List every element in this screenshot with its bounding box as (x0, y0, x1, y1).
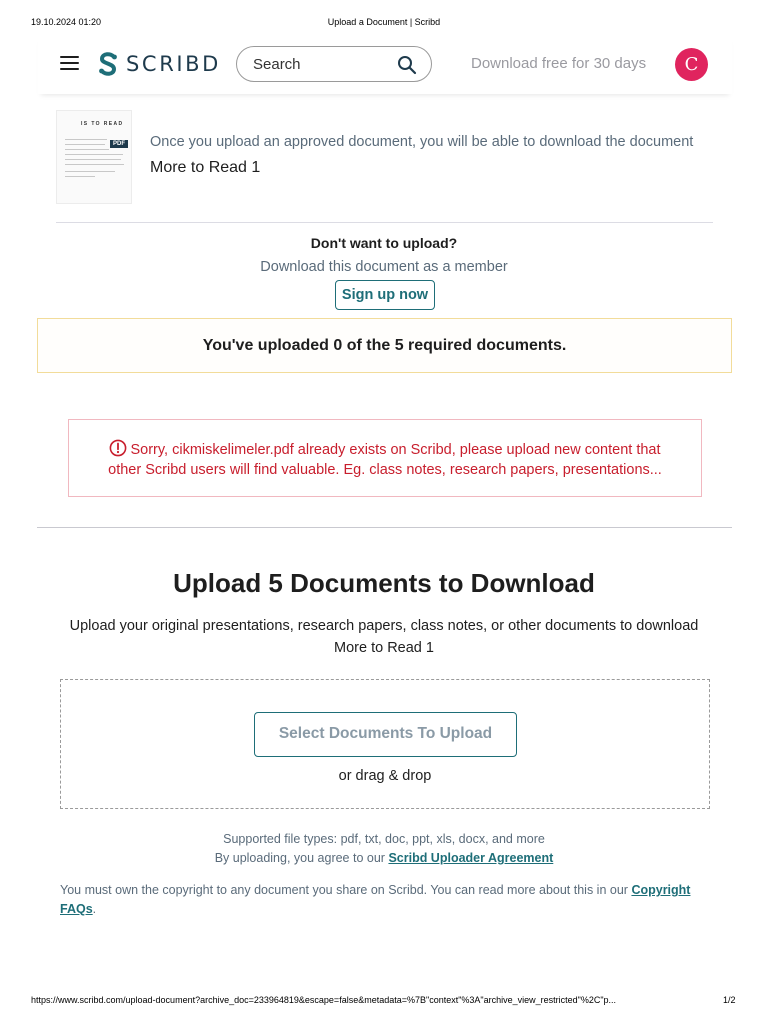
document-thumbnail (56, 110, 132, 204)
copyright-period: . (92, 902, 97, 916)
scribd-logo[interactable] (97, 51, 221, 77)
search-input[interactable] (236, 46, 432, 82)
upload-heading: Upload 5 Documents to Download (173, 568, 595, 598)
hamburger-menu-icon[interactable] (60, 56, 79, 70)
copyright-text: You must own the copyright to any document you share on Scribd. You can read more about this in our (60, 883, 628, 897)
upload-description-line1: Upload your original presentations, research papers, class notes, or other documents to download (69, 618, 699, 634)
copyright-faqs-link[interactable]: Copyright FAQs (60, 883, 691, 916)
copyright-notice (60, 881, 720, 919)
pdf-badge: PDF (110, 140, 128, 148)
user-avatar[interactable]: C (675, 48, 708, 81)
drag-drop-hint: or drag & drop (338, 768, 432, 784)
error-text-line1: Sorry, cikmiskelimeler.pdf already exists on Scribd, please upload new content that (130, 442, 661, 458)
thumbnail-heading: IS TO READ (81, 121, 124, 127)
search-placeholder: Search (253, 56, 301, 73)
divider (56, 222, 713, 223)
uploader-agreement-notice (0, 851, 768, 865)
top-navigation-bar (38, 36, 732, 94)
member-subtext: Download this document as a member (260, 259, 508, 275)
upload-description (0, 615, 768, 659)
member-heading: Don't want to upload? (310, 235, 458, 251)
logo-wordmark: SCRIBD (126, 52, 221, 76)
divider (37, 527, 732, 528)
scribd-logo-icon (97, 51, 119, 77)
error-message (68, 419, 702, 497)
print-date: 19.10.2024 01:20 (31, 17, 102, 27)
select-documents-button[interactable]: Select Documents To Upload (254, 712, 517, 757)
print-header (0, 17, 768, 31)
document-note: Once you upload an approved document, you will be able to download the document (150, 134, 694, 150)
print-footer (0, 995, 768, 1009)
uploader-agreement-link[interactable]: Scribd Uploader Agreement (388, 851, 554, 865)
upload-description-line2: More to Read 1 (334, 640, 434, 656)
file-drop-zone[interactable] (60, 679, 710, 809)
agreement-prefix: By uploading, you agree to our (214, 851, 385, 865)
sign-up-button[interactable]: Sign up now (335, 280, 435, 310)
print-url: https://www.scribd.com/upload-document?archive_doc=233964819&escape=false&metadata=%7B"context"%3A"archive_view_restricted"%2C"p... (31, 995, 617, 1005)
upload-progress-banner: You've uploaded 0 of the 5 required documents. (37, 318, 732, 373)
download-free-link[interactable]: Download free for 30 days (471, 55, 647, 72)
alert-circle-icon (109, 439, 127, 457)
document-info (150, 134, 693, 177)
print-title: Upload a Document | Scribd (327, 17, 441, 27)
print-page-number: 1/2 (723, 995, 736, 1005)
supported-file-types: Supported file types: pdf, txt, doc, ppt, xls, docx, and more (223, 832, 545, 846)
error-text-line2: other Scribd users will find valuable. Eg. class notes, research papers, presentations... (108, 462, 662, 478)
search-icon[interactable] (397, 55, 417, 75)
document-title: More to Read 1 (150, 159, 261, 176)
